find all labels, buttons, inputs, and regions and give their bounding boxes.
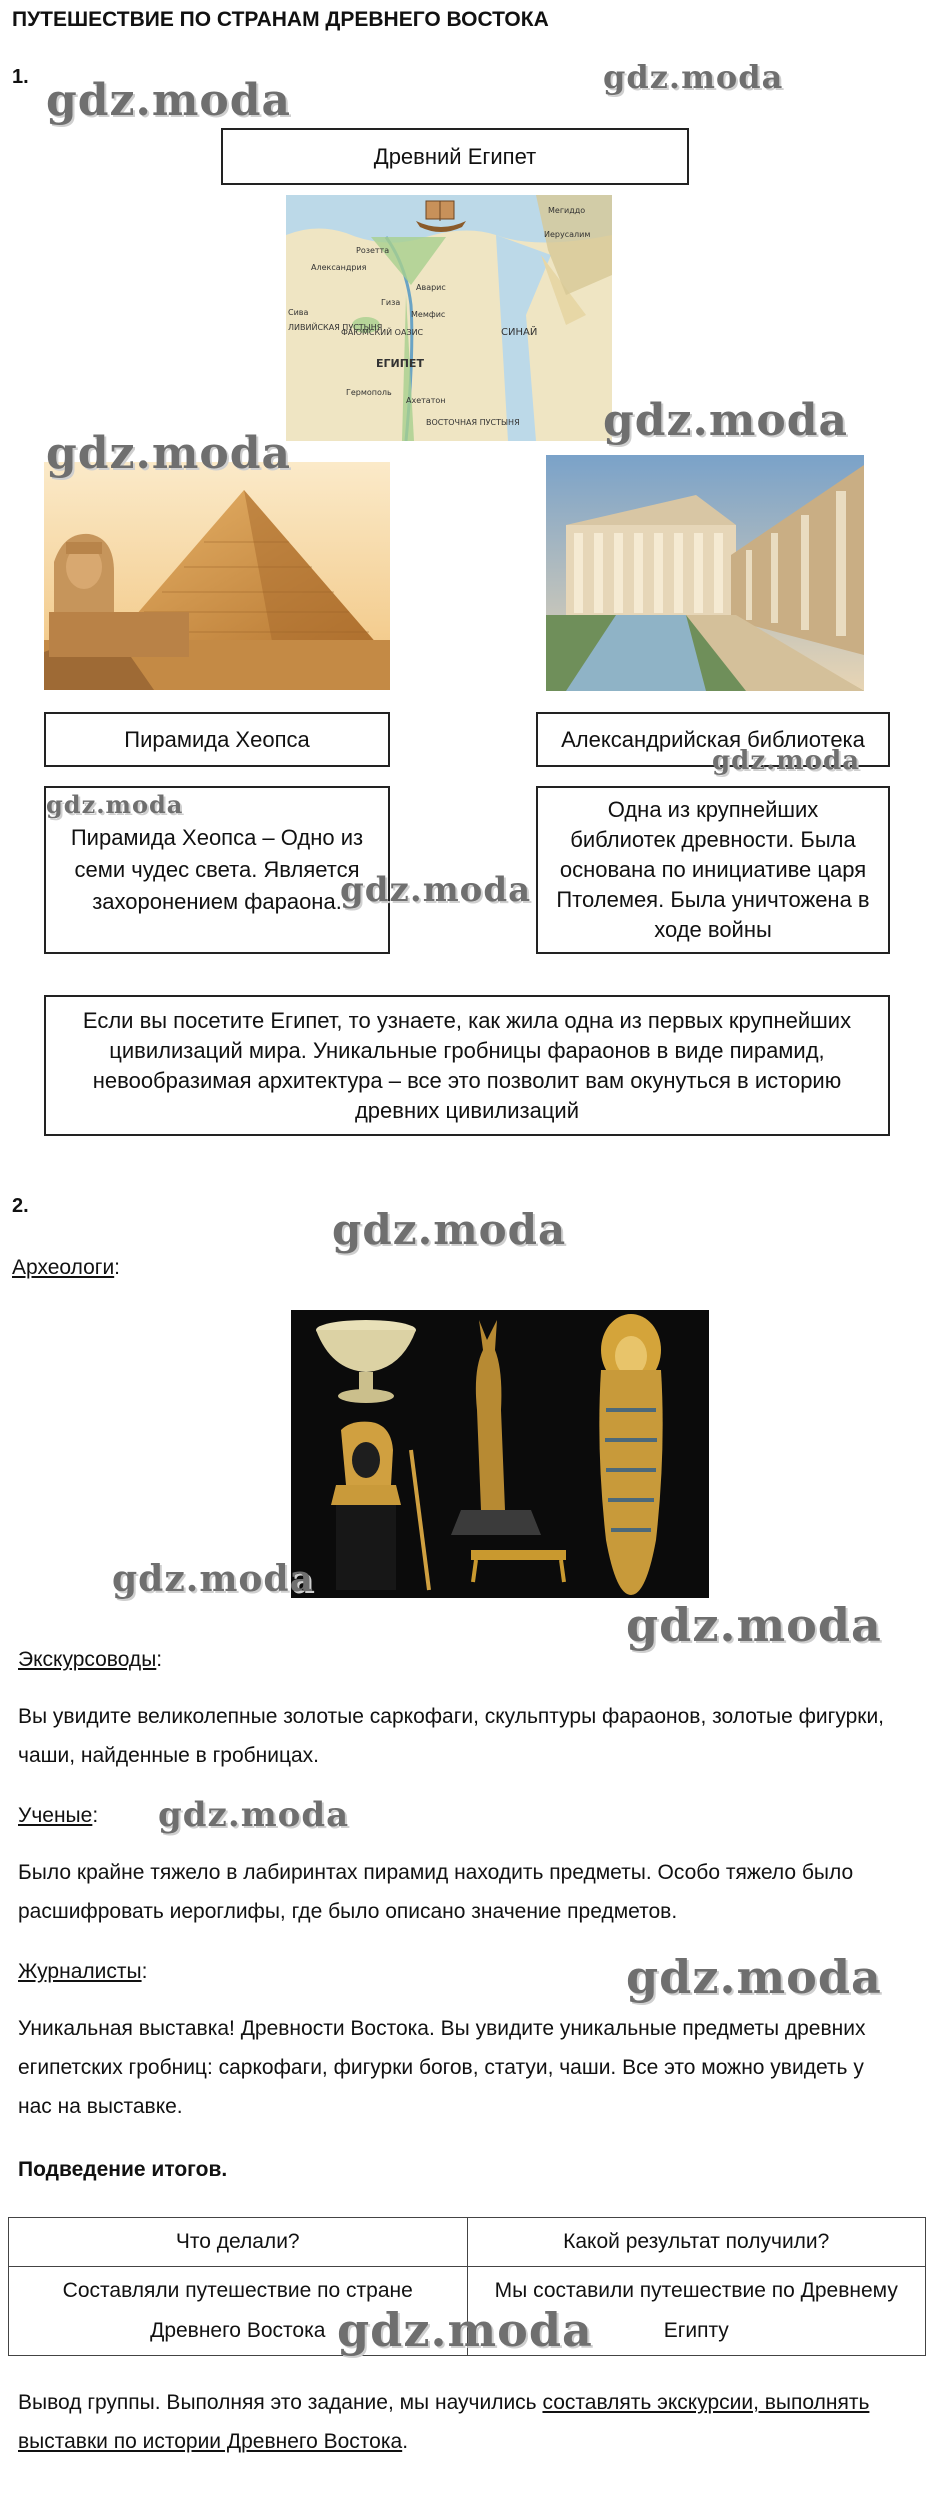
watermark: gdz.moda: [46, 790, 184, 819]
sarcophagus-shape: [599, 1314, 662, 1595]
watermark: gdz.moda: [626, 1950, 882, 2004]
scientists-heading: Ученые:: [18, 1804, 99, 1827]
map-label-giza: Гиза: [381, 298, 401, 307]
right-description: Одна из крупнейших библиотек древности. Была основана по инициативе царя Птолемея. Была уничтожена в ходе войны: [556, 797, 870, 942]
map-label-libyan-desert: ЛИВИЙСКАЯ ПУСТЫНЯ: [288, 323, 383, 332]
task-2-number: 2.: [12, 1195, 29, 1217]
guides-text: Вы увидите великолепные золотые саркофаги, скульптуры фараонов, золотые фигурки, чаши, найденные в гробницах.: [18, 1705, 885, 1767]
scientists-text: Было крайне тяжело в лабиринтах пирамид находить предметы. Особо тяжело было расшифровать иероглифы, где было описано значение предметов.: [18, 1861, 854, 1923]
summary-text: Если вы посетите Египет, то узнаете, как жила одна из первых крупнейших цивилизаций мира. Уникальные гробницы фараонов в виде пирамид, невообразимая архитектура – все это позволит вам окунуться в историю древних цивилизаций: [82, 1007, 852, 1123]
map-label-alexandria: Александрия: [311, 263, 367, 272]
watermark: gdz.moda: [158, 1795, 350, 1835]
watermark: gdz.moda: [112, 1558, 314, 1600]
watermark: gdz.moda: [603, 395, 849, 446]
journalists-heading: Журналисты:: [18, 1960, 148, 1983]
left-caption-box: [44, 712, 390, 767]
summary-heading: Подведение итогов.: [18, 2158, 228, 2181]
watermark: gdz.moda: [603, 58, 784, 96]
page-title: ПУТЕШЕСТВИЕ ПО СТРАНАМ ДРЕВНЕГО ВОСТОКА: [12, 8, 549, 31]
table-header-cell: Что делали?: [9, 2218, 468, 2267]
map-label-hermopolis: Гермополь: [346, 388, 392, 397]
conclusion-text: Вывод группы. Выполняя это задание, мы научились составлять экскурсии, выполнять выставки по истории Древнего Востока.: [18, 2391, 870, 2453]
summary-box: [44, 995, 890, 1136]
table-header-row: [9, 2218, 926, 2267]
table-cell: Составляли путешествие по стране Древнего Востока: [9, 2267, 468, 2356]
library-image: [546, 455, 864, 691]
map-label-faiyum: ФАЮМСКИЙ ОАЗИС: [341, 328, 424, 337]
task-1-number: 1.: [12, 66, 29, 88]
left-description: Пирамида Хеопса – Одно из семи чудес света. Является захоронением фараона.: [70, 825, 364, 914]
watermark: gdz.moda: [46, 428, 292, 479]
watermark: gdz.moda: [46, 75, 292, 126]
map-label-east-desert: ВОСТОЧНАЯ ПУСТЫНЯ: [426, 418, 520, 427]
guides-heading: Экскурсоводы:: [18, 1648, 163, 1671]
right-description-box: [536, 786, 890, 954]
watermark: gdz.moda: [337, 2303, 593, 2357]
table-header-cell: Какой результат получили?: [467, 2218, 926, 2267]
map-label-megiddo: Мегиддо: [548, 206, 586, 215]
map-label-avaris: Аварис: [416, 283, 446, 292]
archaeologists-heading: Археологи:: [12, 1256, 121, 1279]
journalists-text: Уникальная выставка! Древности Востока. Вы увидите уникальные предметы древних египетских гробниц: саркофаги, фигурки богов, статуи, чаши. Все это можно увидеть у нас на выставке.: [18, 2017, 866, 2118]
right-caption: Александрийская библиотека: [561, 726, 865, 752]
artifacts-image: [291, 1310, 709, 1598]
map-label-memphis: Мемфис: [411, 310, 446, 319]
map-label-sinai: СИНАЙ: [501, 327, 538, 338]
map-label-jerusalem: Иерусалим: [544, 230, 591, 239]
watermark: gdz.moda: [340, 870, 532, 910]
map-label-rosetta: Розетта: [356, 246, 390, 255]
watermark: gdz.moda: [712, 746, 861, 776]
left-caption: Пирамида Хеопса: [124, 726, 310, 752]
watermark: gdz.moda: [626, 1598, 882, 1652]
country-title: Древний Египет: [373, 143, 537, 169]
conclusion-highlight: составлять экскурсии, выполнять выставки по истории Древнего Востока: [18, 2391, 870, 2453]
map-label-akhetaten: Ахетатон: [406, 396, 446, 405]
country-title-box: [221, 128, 689, 185]
table-cell: Мы составили путешествие по Древнему Египту: [467, 2267, 926, 2356]
watermark: gdz.moda: [332, 1205, 567, 1254]
map-label-egypt: ЕГИПЕТ: [376, 357, 424, 370]
map-label-siwa: Сива: [288, 308, 309, 317]
pyramid-image: [44, 462, 390, 690]
egypt-map: [286, 195, 612, 441]
